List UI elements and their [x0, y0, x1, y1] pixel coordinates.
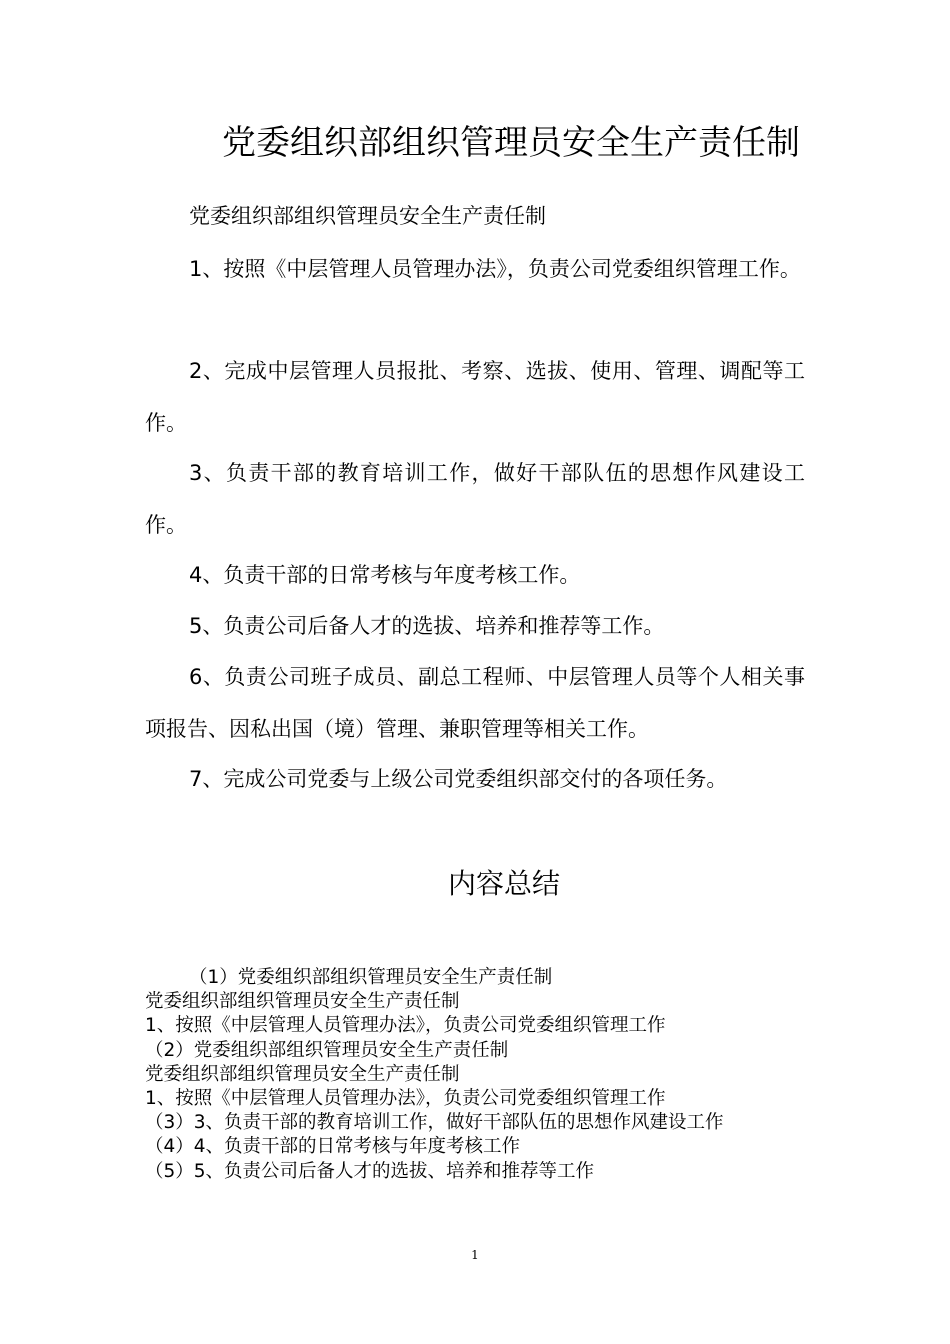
summary-line: 1、按照《中层管理人员管理办法》，负责公司党委组织管理工作: [145, 1087, 666, 1109]
summary-line: 1、按照《中层管理人员管理办法》，负责公司党委组织管理工作: [145, 1015, 666, 1037]
summary-line: （5）5、负责公司后备人才的选拔、培养和推荐等工作: [145, 1160, 595, 1182]
duty-item-2: 2、完成中层管理人员报批、考察、选拔、使用、管理、调配等工作。: [145, 359, 805, 435]
duty-item-7: 7、完成公司党委与上级公司党委组织部交付的各项任务。: [189, 767, 728, 791]
summary-title: 内容总结: [447, 867, 560, 900]
duty-item-6: 6、负责公司班子成员、副总工程师、中层管理人员等个人相关事项报告、因私出国（境）管理、兼职管理等相关工作。: [145, 665, 805, 741]
page-number: 1: [471, 1248, 479, 1262]
summary-line: （4）4、负责干部的日常考核与年度考核工作: [145, 1136, 521, 1158]
summary-line: 党委组织部组织管理员安全生产责任制: [145, 991, 460, 1013]
duty-item-4: 4、负责干部的日常考核与年度考核工作。: [189, 563, 581, 587]
summary-line: （1）党委组织部组织管理员安全生产责任制: [189, 967, 553, 988]
summary-line: 党委组织部组织管理员安全生产责任制: [145, 1063, 460, 1085]
duty-item-5: 5、负责公司后备人才的选拔、培养和推荐等工作。: [189, 614, 665, 638]
summary-list: [145, 966, 845, 1184]
document-title: 党委组织部组织管理员安全生产责任制: [222, 123, 800, 163]
document-subtitle: 党委组织部组织管理员安全生产责任制: [189, 204, 546, 228]
summary-line: （2）党委组织部组织管理员安全生产责任制: [145, 1039, 509, 1061]
duty-item-3: 3、负责干部的教育培训工作，做好干部队伍的思想作风建设工作。: [145, 461, 805, 537]
summary-line: （3）3、负责干部的教育培训工作，做好干部队伍的思想作风建设工作: [145, 1112, 724, 1134]
duty-item-1: 1、按照《中层管理人员管理办法》，负责公司党委组织管理工作。: [189, 257, 801, 281]
